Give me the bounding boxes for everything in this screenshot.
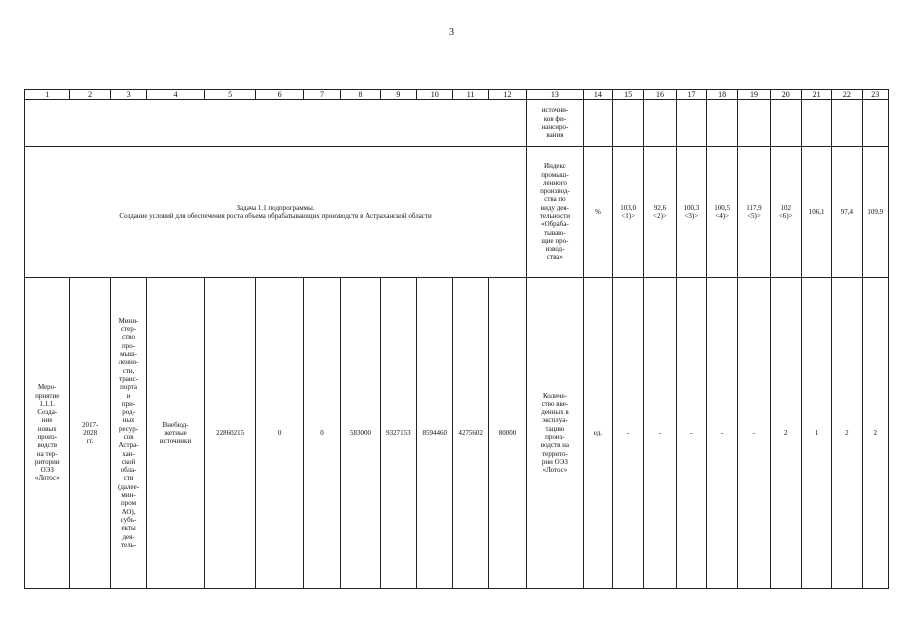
column-number: 17: [676, 90, 706, 100]
value-cell: 2: [832, 278, 862, 589]
blank-cell: [706, 100, 737, 147]
column-numbers-row: [25, 90, 889, 100]
column-number: 15: [613, 90, 644, 100]
blank-cell: [862, 100, 888, 147]
column-number: 23: [862, 90, 888, 100]
indicator-cell: источни- ков фи- нансиро- вания: [527, 100, 584, 147]
value-cell: 97,4: [832, 147, 862, 278]
value-cell: -: [676, 278, 706, 589]
event-period: 2017- 2028 гг.: [70, 278, 110, 589]
funding-year-value: 4275602: [453, 278, 488, 589]
value-cell: -: [613, 278, 644, 589]
value-cell: 2: [862, 278, 888, 589]
value-cell: 92,6 <2)>: [644, 147, 676, 278]
event-name: Меро- приятие 1.1.1. Созда- ние новых произ- водств на тер- ритории ОЭЗ «Лотос»: [25, 278, 70, 589]
column-number: 1: [25, 90, 70, 100]
funding-year-value: 0: [256, 278, 303, 589]
funding-total: 22860215: [204, 278, 256, 589]
event-row: [25, 278, 889, 589]
unit-cell: %: [583, 147, 612, 278]
value-cell: 102 <6)>: [770, 147, 801, 278]
column-number: 11: [453, 90, 488, 100]
blank-cell: [801, 100, 831, 147]
column-number: 20: [770, 90, 801, 100]
column-number: 3: [110, 90, 146, 100]
funding-year-value: 8594460: [417, 278, 453, 589]
value-cell: -: [738, 278, 770, 589]
value-cell: 103,0 <1)>: [613, 147, 644, 278]
task-row: [25, 147, 889, 278]
column-number: 7: [303, 90, 340, 100]
column-number: 21: [801, 90, 831, 100]
blank-cell: [676, 100, 706, 147]
value-cell: 1: [801, 278, 831, 589]
blank-cell: [583, 100, 612, 147]
blank-cell: [770, 100, 801, 147]
event-executor: Мини- стер- ство про- мыш- ленно- сти, транс- порта и при- род- ных ресур- сов Астра- хан- ской обла- сти (далее- мин- пром АО), субъ- екты дея- тель-: [110, 278, 146, 589]
column-number: 2: [70, 90, 110, 100]
program-table: [24, 89, 889, 589]
value-cell: 109,9: [862, 147, 888, 278]
page-number: 3: [449, 27, 454, 38]
funding-year-value: 80000: [488, 278, 526, 589]
column-number: 5: [204, 90, 256, 100]
blank-cell: [738, 100, 770, 147]
value-cell: 100,3 <3)>: [676, 147, 706, 278]
column-number: 6: [256, 90, 303, 100]
blank-cell: [25, 100, 527, 147]
column-number: 10: [417, 90, 453, 100]
sources-continuation-row: [25, 100, 889, 147]
value-cell: 106,1: [801, 147, 831, 278]
column-number: 13: [527, 90, 584, 100]
unit-cell: ед.: [583, 278, 612, 589]
blank-cell: [644, 100, 676, 147]
task-title: Задача 1.1 подпрограммы. Создание условий для обеспечения роста объема обрабатывающих производств в Астраханской области: [25, 147, 527, 278]
blank-cell: [613, 100, 644, 147]
funding-year-value: 9327153: [380, 278, 416, 589]
blank-cell: [832, 100, 862, 147]
value-cell: -: [706, 278, 737, 589]
column-number: 4: [147, 90, 205, 100]
funding-source: Внебюд- жетные источники: [147, 278, 205, 589]
value-cell: -: [644, 278, 676, 589]
value-cell: 2: [770, 278, 801, 589]
column-number: 16: [644, 90, 676, 100]
column-number: 19: [738, 90, 770, 100]
column-number: 14: [583, 90, 612, 100]
column-number: 9: [380, 90, 416, 100]
funding-year-value: 583000: [341, 278, 380, 589]
indicator-cell: Количе- ство вве- денных в эксплуа- тацию произ- водств на террито- рии ОЭЗ «Лотос»: [527, 278, 584, 589]
column-number: 12: [488, 90, 526, 100]
indicator-cell: Индекс промыш- ленного производ- ства по виду дея- тельности «Обраба- тываю- щие про- извод- ства»: [527, 147, 584, 278]
column-number: 22: [832, 90, 862, 100]
funding-year-value: 0: [303, 278, 340, 589]
column-number: 8: [341, 90, 380, 100]
column-number: 18: [706, 90, 737, 100]
value-cell: 100,5 <4)>: [706, 147, 737, 278]
value-cell: 117,9 <5)>: [738, 147, 770, 278]
